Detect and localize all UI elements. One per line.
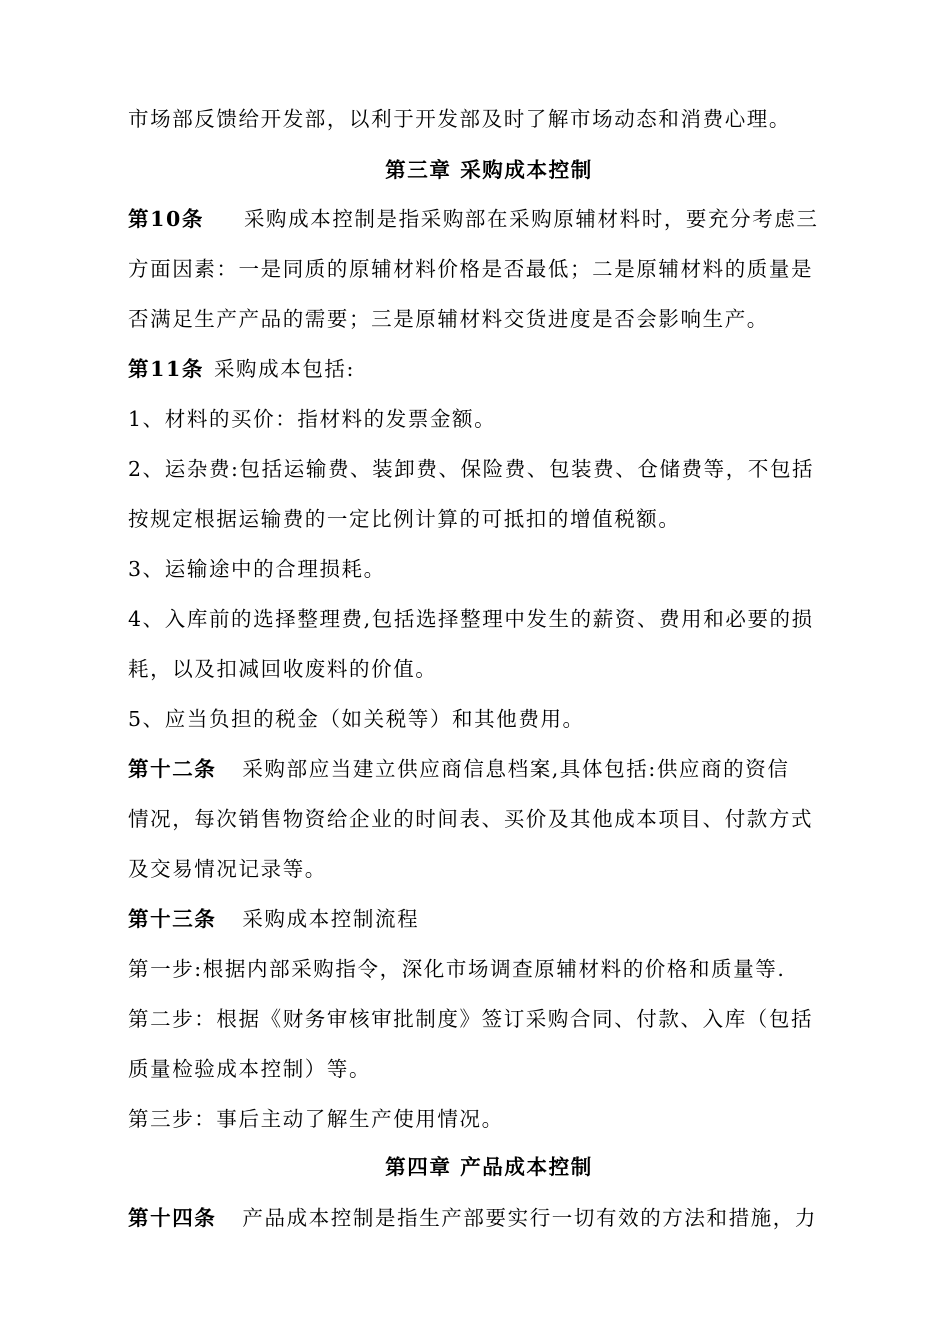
article-10 <box>128 206 828 232</box>
text: 第一步:根据内部采购指令，深化市场调查原辅材料的价格和质量等. <box>128 957 786 981</box>
article-13 <box>128 906 828 932</box>
list-item <box>128 456 828 482</box>
text: 情况，每次销售物资给企业的时间表、买价及其他成本项目、付款方式 <box>128 807 814 831</box>
text: 及交易情况记录等。 <box>128 857 327 881</box>
text: 市场部反馈给开发部，以利于开发部及时了解市场动态和消费心理。 <box>128 107 791 131</box>
paragraph-line <box>128 256 828 282</box>
paragraph-line <box>128 306 828 332</box>
step-item <box>128 1106 828 1132</box>
article-text: 采购部应当建立供应商信息档案,具体包括:供应商的资信 <box>242 757 790 781</box>
article-text: 采购成本控制流程 <box>242 907 420 931</box>
text: 1、材料的买价：指材料的发票金额。 <box>128 407 497 431</box>
paragraph-line <box>128 1056 828 1082</box>
paragraph-line <box>128 106 828 132</box>
text: 4、入库前的选择整理费,包括选择整理中发生的薪资、费用和必要的损 <box>128 607 814 631</box>
text: 第二步：根据《财务审核审批制度》签订采购合同、付款、入库（包括 <box>128 1007 814 1031</box>
text: 否满足生产产品的需要；三是原辅材料交货进度是否会影响生产。 <box>128 307 769 331</box>
text: 2、运杂费:包括运输费、装卸费、保险费、包装费、仓储费等，不包括 <box>128 457 815 481</box>
text: 5、应当负担的税金（如关税等）和其他费用。 <box>128 707 585 731</box>
paragraph-line <box>128 656 828 682</box>
paragraph-line <box>128 856 828 882</box>
article-label: 第十四条 <box>128 1206 217 1230</box>
text: 第三步：事后主动了解生产使用情况。 <box>128 1107 504 1131</box>
text: 耗，以及扣减回收废料的价值。 <box>128 657 438 681</box>
step-item <box>128 956 828 982</box>
article-text: 采购成本包括: <box>213 357 356 381</box>
chapter-title: 第三章 采购成本控制 <box>385 158 593 182</box>
list-item <box>128 556 828 582</box>
chapter-heading <box>128 1154 850 1180</box>
paragraph-line <box>128 806 828 832</box>
article-label: 第10条 <box>128 207 204 231</box>
chapter-heading <box>128 157 850 183</box>
article-text: 产品成本控制是指生产部要实行一切有效的方法和措施，力 <box>242 1206 818 1230</box>
article-label: 第十三条 <box>128 907 217 931</box>
step-item <box>128 1006 828 1032</box>
list-item <box>128 406 828 432</box>
text: 质量检验成本控制）等。 <box>128 1057 372 1081</box>
list-item <box>128 606 828 632</box>
article-11 <box>128 356 828 382</box>
article-text: 采购成本控制是指采购部在采购原辅材料时，要充分考虑三 <box>243 207 819 231</box>
text: 方面因素：一是同质的原辅材料价格是否最低；二是原辅材料的质量是 <box>128 257 814 281</box>
text: 3、运输途中的合理损耗。 <box>128 557 386 581</box>
article-14 <box>128 1205 828 1231</box>
article-label: 第十二条 <box>128 757 217 781</box>
list-item <box>128 706 828 732</box>
text: 按规定根据运输费的一定比例计算的可抵扣的增值税额。 <box>128 507 681 531</box>
paragraph-line <box>128 506 828 532</box>
chapter-title: 第四章 产品成本控制 <box>385 1155 593 1179</box>
article-label: 第11条 <box>128 357 204 381</box>
article-12 <box>128 756 828 782</box>
